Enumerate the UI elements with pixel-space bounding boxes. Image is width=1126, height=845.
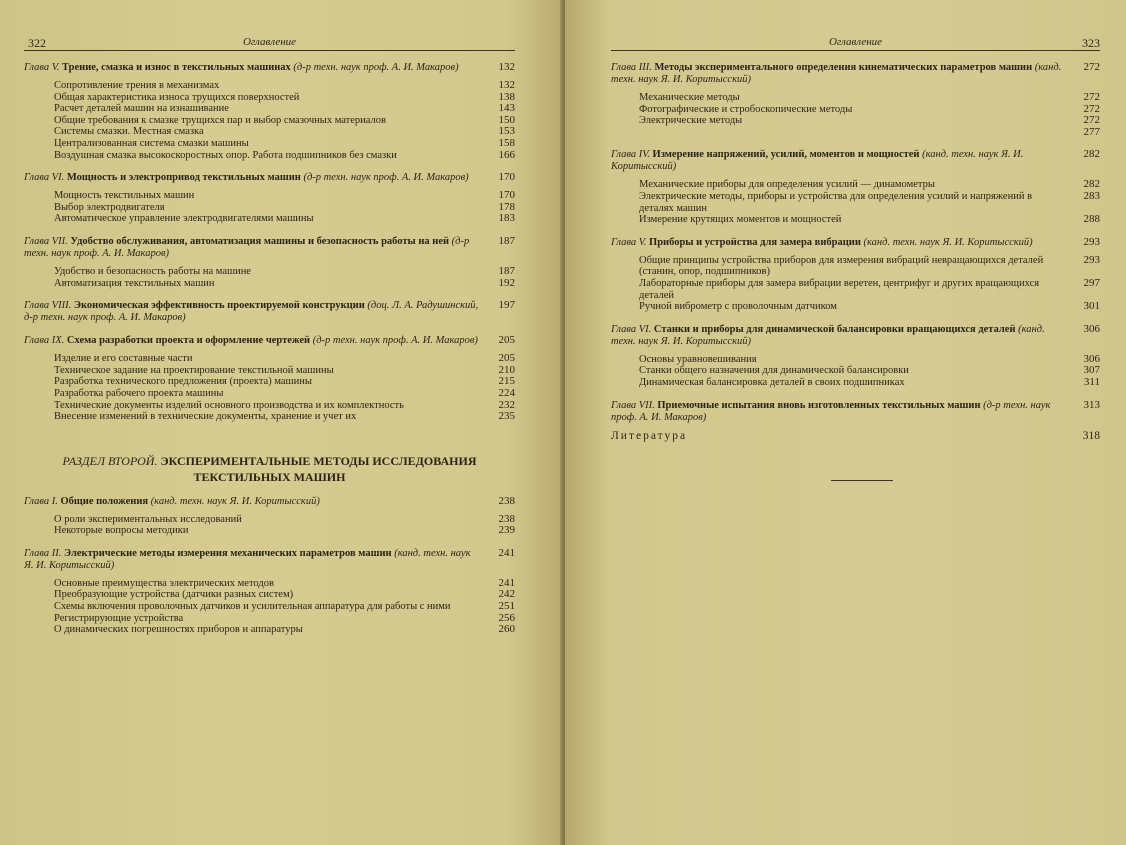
toc-entry [639,377,1100,389]
chapter-label: Глава VII. [611,399,655,411]
entry-title: Лабораторные приборы для замера вибрации веретен, центрифуг и других вращающихся деталей [639,277,1040,301]
chapter-label: Глава I. [24,495,58,507]
toc-entry [54,589,515,601]
section-title: ЭКСПЕРИМЕНТАЛЬНЫЕ МЕТОДЫ ИССЛЕДОВАНИЯ ТЕКСТИЛЬНЫХ МАШИН [160,453,477,484]
toc-entry [639,214,1100,226]
entry-page: 210 [498,363,515,376]
entry-page: 260 [498,623,515,636]
entry-page: 138 [498,90,515,103]
chapter-entries [611,255,1100,313]
entry-title: Некоторые вопросы методики [54,525,189,537]
toc-entry [639,354,1100,366]
entry-title: Основы уравновешивания [639,353,757,365]
chapter [611,61,1100,138]
entry-title: Общие принципы устройства приборов для измерения вибраций невращающихся деталей (станин, опор, подшипников) [639,254,1044,278]
entry-title: Механические приборы для определения усилий — динамометры [639,179,935,191]
chapter-title-block [24,548,481,572]
entry-page: 224 [498,386,515,399]
entry-title: Станки общего назначения для динамической балансировки [639,365,909,377]
toc-entry [54,601,515,613]
toc-entry [54,278,515,290]
chapter-title: Общие положения [60,495,149,507]
entry-title: Расчет деталей машин на изнашивание [54,103,229,115]
toc-entry [54,190,515,202]
chapter [611,399,1100,424]
chapter-page: 313 [1083,398,1100,411]
entry-page: 238 [498,512,515,525]
entry-page: 241 [498,576,515,589]
running-title: Оглавление [828,36,883,48]
entry-page: 215 [498,375,515,388]
toc-entry [54,353,515,365]
toc-entry [54,388,515,400]
entry-title: Схемы включения проволочных датчиков и усилительная аппаратура для работы с ними [54,601,451,613]
toc-entry [54,103,515,115]
chapter [24,235,515,289]
toc-entry [54,202,515,214]
chapter-title-block [24,300,481,324]
entry-page: 306 [1083,352,1100,365]
chapter-title-block [611,62,1066,86]
entry-title: Мощность текстильных машин [54,190,195,202]
chapter-entries [611,354,1100,389]
entry-page: 166 [498,148,515,161]
chapter-entries [611,92,1100,138]
toc-entry [54,266,515,278]
entry-title: Выбор электродвигателя [54,201,165,213]
toc-entry [639,365,1100,377]
chapter-title: Станки и приборы для динамической балансировки вращающихся деталей [653,323,1016,335]
page-number: 322 [28,36,46,50]
chapter-page: 282 [1083,148,1100,161]
chapter-heading [24,547,515,572]
entry-page: 232 [498,398,515,411]
toc-entry [639,191,1100,214]
chapter-label: Глава IX. [24,335,65,347]
entry-page: 283 [1083,189,1100,202]
chapter-title-block [611,237,1066,249]
literature-page: 318 [1082,429,1100,442]
toc-entry [54,365,515,377]
chapter-title: Удобство обслуживания, автоматизация машины и безопасность работы на ней [70,235,450,247]
chapter [24,171,515,225]
entry-page: 235 [498,410,515,423]
entry-page: 297 [1083,276,1100,289]
chapter [611,148,1100,225]
toc-entry [639,278,1100,301]
entry-page: 272 [1083,114,1100,127]
chapter-author: (д-р техн. наук проф. А. И. Макаров) [293,62,459,73]
entry-page: 183 [498,212,515,225]
entry-title: Техническое задание на проектирование текстильной машины [54,364,334,376]
entry-page: 158 [498,136,515,149]
entry-page: 150 [498,113,515,126]
entry-page: 282 [1083,178,1100,191]
entry-page: 251 [498,600,515,613]
page-header [24,36,515,51]
chapter-heading [24,171,515,184]
chapter-label: Глава II. [24,547,62,559]
entry-title: Внесение изменений в технические документы, хранение и учет их [54,411,357,423]
chapter-heading [611,148,1100,173]
chapter-page: 170 [498,171,515,184]
chapter-author: (канд. техн. наук Я. И. Коритысский) [611,323,1045,347]
chapter-heading [611,399,1100,424]
chapter-page: 197 [498,299,515,312]
entry-page: 272 [1083,91,1100,103]
chapter-heading [611,61,1100,86]
chapter-page: 132 [498,61,515,73]
toc-part-two-continued [611,61,1100,424]
chapter-label: Глава VI. [611,323,652,335]
entry-title: Механические методы [639,92,740,103]
entry-title: Измерение крутящих моментов и мощностей [639,214,842,226]
running-title: Оглавление [242,36,297,48]
chapter-page: 187 [498,234,515,247]
entry-page: 205 [498,352,515,365]
chapter-page: 241 [498,546,515,559]
toc-entry [54,126,515,138]
section-heading [24,453,515,485]
toc-entry [639,104,1100,116]
chapter-title: Трение, смазка и износ в текстильных машинах [62,62,291,73]
chapter-author: (канд. техн. наук Я. И. Коритысский) [611,149,1024,173]
literature-entry [611,430,1100,442]
chapter [24,299,515,324]
chapter-title-block [24,172,481,184]
chapter-entries [24,353,515,423]
toc-entry [54,514,515,526]
chapter-label: Глава V. [24,62,60,73]
chapter-title-block [24,496,481,508]
entry-page: 170 [498,189,515,202]
page-header [611,36,1100,51]
chapter [24,495,515,537]
toc-entry [54,525,515,537]
chapter-label: Глава VI. [24,172,65,184]
toc-entry [54,92,515,104]
toc-entry [54,150,515,162]
entry-title: Системы смазки. Местная смазка [54,126,204,138]
toc-entry [54,80,515,92]
chapter [24,547,515,636]
chapter-author: (канд. техн. наук Я. И. Коритысский) [24,547,471,571]
chapter-page: 293 [1083,235,1100,248]
chapter-page: 205 [498,334,515,347]
toc-entry [54,411,515,423]
chapter-title: Приборы и устройства для замера вибрации [649,236,861,248]
chapter-label: Глава III. [611,62,652,73]
page-number: 323 [1082,36,1100,50]
toc-entry [54,376,515,388]
chapter-author: (д-р техн. наук проф. А. И. Макаров) [24,235,470,259]
entry-title: Изделие и его составные части [54,353,193,365]
entry-title: Разработка рабочего проекта машины [54,387,224,399]
chapter-entries [24,514,515,537]
entry-page: 311 [1083,375,1100,388]
entry-page: 288 [1083,213,1100,226]
chapter-author: (д-р техн. наук проф. А. И. Макаров) [303,172,469,184]
section-label: РАЗДЕЛ ВТОРОЙ. [62,453,158,468]
chapter-author: (канд. техн. наук Я. И. Коритысский) [150,495,320,507]
entry-page: 143 [498,102,515,115]
chapter-page: 272 [1083,61,1100,73]
entry-title: Технические документы изделий основного производства и их комплектность [54,399,404,411]
chapter-entries [24,190,515,225]
toc-entry [639,92,1100,104]
toc-entry [54,138,515,150]
chapter-title: Схема разработки проекта и оформление чертежей [66,335,311,347]
chapter-page: 238 [498,494,515,507]
toc-entry [54,213,515,225]
chapter-author: (д-р техн. наук проф. А. И. Макаров) [312,335,478,347]
chapter-heading [24,235,515,260]
toc-entry [639,115,1100,127]
entry-title: Автоматизация текстильных машин [54,277,215,289]
entry-page: 293 [1083,253,1100,266]
chapter-title: Приемочные испытания вновь изготовленных текстильных машин [657,399,981,411]
chapter-title-block [611,324,1066,348]
entry-title: Автоматическое управление электродвигателями машины [54,213,314,225]
chapter-label: Глава IV. [611,149,650,161]
entry-title: Электрические методы, приборы и устройства для определения усилий и напряжений в деталях машин [639,190,1033,214]
entry-page: 153 [498,125,515,138]
entry-page: 307 [1083,364,1100,377]
toc-entry [54,115,515,127]
entry-page: 272 [1083,102,1100,115]
entry-title: Общая характеристика износа трущихся поверхностей [54,91,300,103]
entry-title: Фотографические и стробоскопические методы [639,103,853,115]
toc-entry [54,578,515,590]
chapter-page: 306 [1083,322,1100,335]
toc-part-one [24,61,515,423]
chapter-author: (д-р техн. наук проф. А. И. Макаров) [611,399,1051,423]
entry-title: О динамических погрешностях приборов и аппаратуры [54,624,303,636]
toc-entry [639,255,1100,278]
chapter-title: Экономическая эффективность проектируемой конструкции [73,300,365,312]
chapter-entries [24,266,515,289]
toc-entry [54,400,515,412]
chapter [24,61,515,161]
entry-page: 301 [1083,300,1100,313]
chapter-title: Измерение напряжений, усилий, моментов и мощностей [652,149,920,161]
toc-entry [54,613,515,625]
entry-title: Регистрирующие устройства [54,612,184,624]
entry-page: 239 [498,524,515,537]
chapter-heading [24,299,515,324]
entry-title: Централизованная система смазки машины [54,137,249,149]
chapter [24,334,515,423]
toc-entry [639,301,1100,313]
chapter-author: (канд. техн. наук Я. И. Коритысский) [863,236,1033,248]
chapter-entries [24,578,515,636]
chapter-title-block [611,149,1066,173]
entry-title: Общие требования к смазке трущихся пар и выбор смазочных материалов [54,114,386,126]
toc-part-two [24,495,515,636]
entry-title: Удобство и безопасность работы на машине [54,265,251,277]
chapter-author: (канд. техн. наук Я. И. Коритысский) [611,62,1062,85]
chapter [611,236,1100,313]
chapter-author: (доц. Л. А. Радушинский, д-р техн. наук проф. А. И. Макаров) [24,300,479,324]
chapter-title-block [24,62,481,74]
chapter-title: Методы экспериментального определения кинематических параметров машин [654,62,1033,73]
entry-title: Ручной виброметр с проволочным датчиком [639,301,837,313]
chapter-heading [24,61,515,74]
chapter-heading [24,495,515,508]
entry-title: Воздушная смазка высокоскоростных опор. Работа подшипников без смазки [54,149,397,161]
entry-title: Основные преимущества электрических методов [54,577,274,589]
chapter-heading [24,334,515,347]
toc-entry [639,179,1100,191]
entry-title: Динамическая балансировка деталей в своих подшипниках [639,376,905,388]
entry-page: 277 [1083,125,1100,138]
right-page [565,0,1126,845]
chapter-title-block [24,236,481,260]
chapter-title-block [24,335,481,347]
entry-page: 192 [498,276,515,289]
entry-page: 187 [498,264,515,277]
chapter-entries [24,80,515,161]
chapter-title: Мощность и электропривод текстильных машин [66,172,301,184]
entry-title: Преобразующие устройства (датчики разных систем) [54,589,294,601]
literature-label: Литература [611,429,688,442]
entry-page: 242 [498,588,515,601]
entry-page: 178 [498,200,515,213]
toc-entry [639,127,1100,139]
chapter [611,323,1100,389]
entry-title: Разработка технического предложения (проекта) машины [54,376,312,388]
toc-entry [54,624,515,636]
entry-title: Электрические методы [639,115,743,127]
entry-page: 132 [498,79,515,91]
chapter-label: Глава VII. [24,235,68,247]
entry-page: 256 [498,611,515,624]
entry-title: Сопротивление трения в механизмах [54,80,220,91]
entry-title: О роли экспериментальных исследований [54,513,242,525]
chapter-heading [611,236,1100,249]
end-rule [831,480,893,481]
chapter-label: Глава VIII. [24,300,72,312]
chapter-title-block [611,400,1066,424]
chapter-entries [611,179,1100,225]
chapter-title: Электрические методы измерения механических параметров машин [63,547,392,559]
chapter-heading [611,323,1100,348]
chapter-label: Глава V. [611,236,647,248]
